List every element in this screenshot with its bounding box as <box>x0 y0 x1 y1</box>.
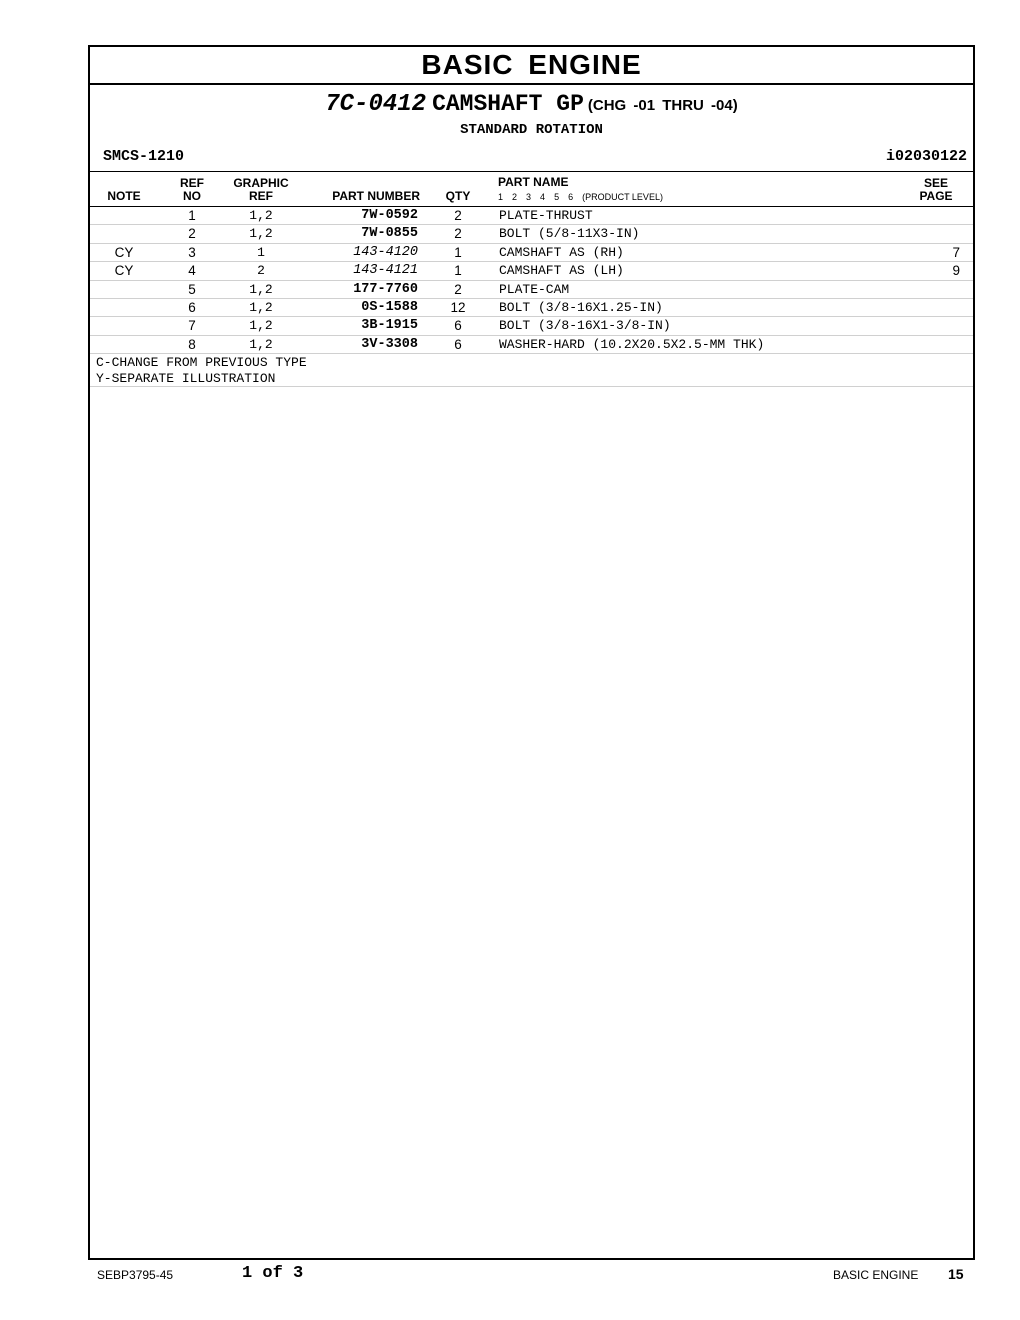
illustration-id: i02030122 <box>885 148 967 165</box>
header-divider <box>90 171 973 172</box>
part-number-cell: 7W-0855 <box>361 226 418 242</box>
ref-no-cell: 1 <box>188 208 196 223</box>
qty-cell: 2 <box>454 281 462 297</box>
part-name-cell: BOLT (5/8-11X3-IN) <box>499 226 640 242</box>
group-number: 7C-0412 <box>325 91 427 118</box>
section-title-bar <box>90 47 973 85</box>
part-number-cell: 7W-0592 <box>361 208 418 223</box>
footer-section: BASIC ENGINE <box>833 1268 919 1282</box>
ref-header-bottom: NO <box>183 189 201 203</box>
product-level-label: 5 <box>554 192 560 202</box>
part-number-cell: 143-4121 <box>353 263 418 279</box>
parts-table <box>90 206 973 387</box>
graphic-ref-cell: 1,2 <box>249 281 273 297</box>
table-row <box>90 262 973 280</box>
legend-note: Y-SEPARATE ILLUSTRATION <box>96 370 276 386</box>
graphic-header-bottom: REF <box>249 189 273 203</box>
part-name-cell: CAMSHAFT AS (LH) <box>499 263 624 279</box>
ref-no-cell: 4 <box>188 263 196 279</box>
group-name: CAMSHAFT GP <box>432 91 584 117</box>
group-heading <box>90 91 973 118</box>
ref-no-cell: 5 <box>188 281 196 297</box>
graphic-ref-cell: 1,2 <box>249 226 273 242</box>
qty-cell: 6 <box>454 318 462 334</box>
table-row <box>90 317 973 335</box>
table-row <box>90 299 973 317</box>
product-level-label: (PRODUCT LEVEL) <box>582 192 663 202</box>
product-level-label: 2 <box>512 192 518 202</box>
graphic-ref-cell: 1 <box>257 244 265 260</box>
see-header-top: SEE <box>923 176 948 190</box>
part-name-cell: BOLT (3/8-16X1-3/8-IN) <box>499 318 671 334</box>
table-row <box>90 281 973 299</box>
ref-no-cell: 6 <box>188 299 196 315</box>
see-page-cell: 7 <box>952 244 960 260</box>
ref-no-cell: 7 <box>188 318 196 334</box>
footer-page-number: 15 <box>948 1266 964 1282</box>
graphic-ref-cell: 1,2 <box>249 318 273 334</box>
part-number-cell: 177-7760 <box>353 281 418 297</box>
qty-cell: 2 <box>454 226 462 242</box>
column-header-note: NOTE <box>107 189 141 203</box>
qty-cell: 1 <box>454 244 462 260</box>
see-page-cell: 9 <box>952 263 960 279</box>
part-name-cell: WASHER-HARD (10.2X20.5X2.5-MM THK) <box>499 336 765 352</box>
product-level-label: 4 <box>540 192 546 202</box>
ref-no-cell: 8 <box>188 336 196 352</box>
column-header-part-number: PART NUMBER <box>332 189 420 203</box>
product-level-label: 1 <box>498 192 504 202</box>
column-header-ref-no <box>170 177 214 203</box>
group-subtitle: STANDARD ROTATION <box>460 122 603 138</box>
footer-doc-id: SEBP3795-45 <box>97 1268 174 1282</box>
product-level-label: 6 <box>568 192 574 202</box>
note-cell: CY <box>114 244 134 260</box>
column-header-see-page <box>910 177 962 203</box>
column-header-part-name: PART NAME <box>498 175 569 189</box>
ref-no-cell: 3 <box>188 244 196 260</box>
table-row <box>90 336 973 354</box>
qty-cell: 6 <box>454 336 462 352</box>
part-number-cell: 0S-1588 <box>361 299 418 315</box>
table-row <box>90 244 973 262</box>
graphic-header-top: GRAPHIC <box>233 176 289 190</box>
qty-cell: 12 <box>450 299 466 315</box>
table-row <box>90 207 973 225</box>
part-name-cell: PLATE-CAM <box>499 281 570 297</box>
product-level-scale <box>498 192 672 202</box>
column-header-graphic-ref <box>226 177 296 203</box>
part-number-cell: 143-4120 <box>353 244 418 260</box>
product-level-label: 3 <box>526 192 532 202</box>
ref-header-top: REF <box>180 176 204 190</box>
group-change-range: (CHG -01 THRU -04) <box>587 97 738 114</box>
legend-notes <box>90 354 973 387</box>
table-row <box>90 225 973 243</box>
part-number-cell: 3B-1915 <box>361 318 418 334</box>
part-name-cell: CAMSHAFT AS (RH) <box>499 244 624 260</box>
part-name-cell: PLATE-THRUST <box>499 208 593 223</box>
parts-page-frame <box>88 45 975 1260</box>
graphic-ref-cell: 1,2 <box>249 336 273 352</box>
graphic-ref-cell: 1,2 <box>249 208 273 223</box>
column-header-qty: QTY <box>445 189 471 203</box>
footer-page-of: 1 of 3 <box>242 1264 304 1283</box>
graphic-ref-cell: 2 <box>257 263 265 279</box>
legend-note: C-CHANGE FROM PREVIOUS TYPE <box>96 355 307 371</box>
see-header-bottom: PAGE <box>919 189 953 203</box>
qty-cell: 2 <box>454 208 462 223</box>
part-number-cell: 3V-3308 <box>361 336 418 352</box>
smcs-code: SMCS-1210 <box>103 148 185 165</box>
section-title: BASIC ENGINE <box>421 49 642 80</box>
part-name-cell: BOLT (3/8-16X1.25-IN) <box>499 299 663 315</box>
ref-no-cell: 2 <box>188 226 196 242</box>
graphic-ref-cell: 1,2 <box>249 299 273 315</box>
note-cell: CY <box>114 263 134 279</box>
qty-cell: 1 <box>454 263 462 279</box>
